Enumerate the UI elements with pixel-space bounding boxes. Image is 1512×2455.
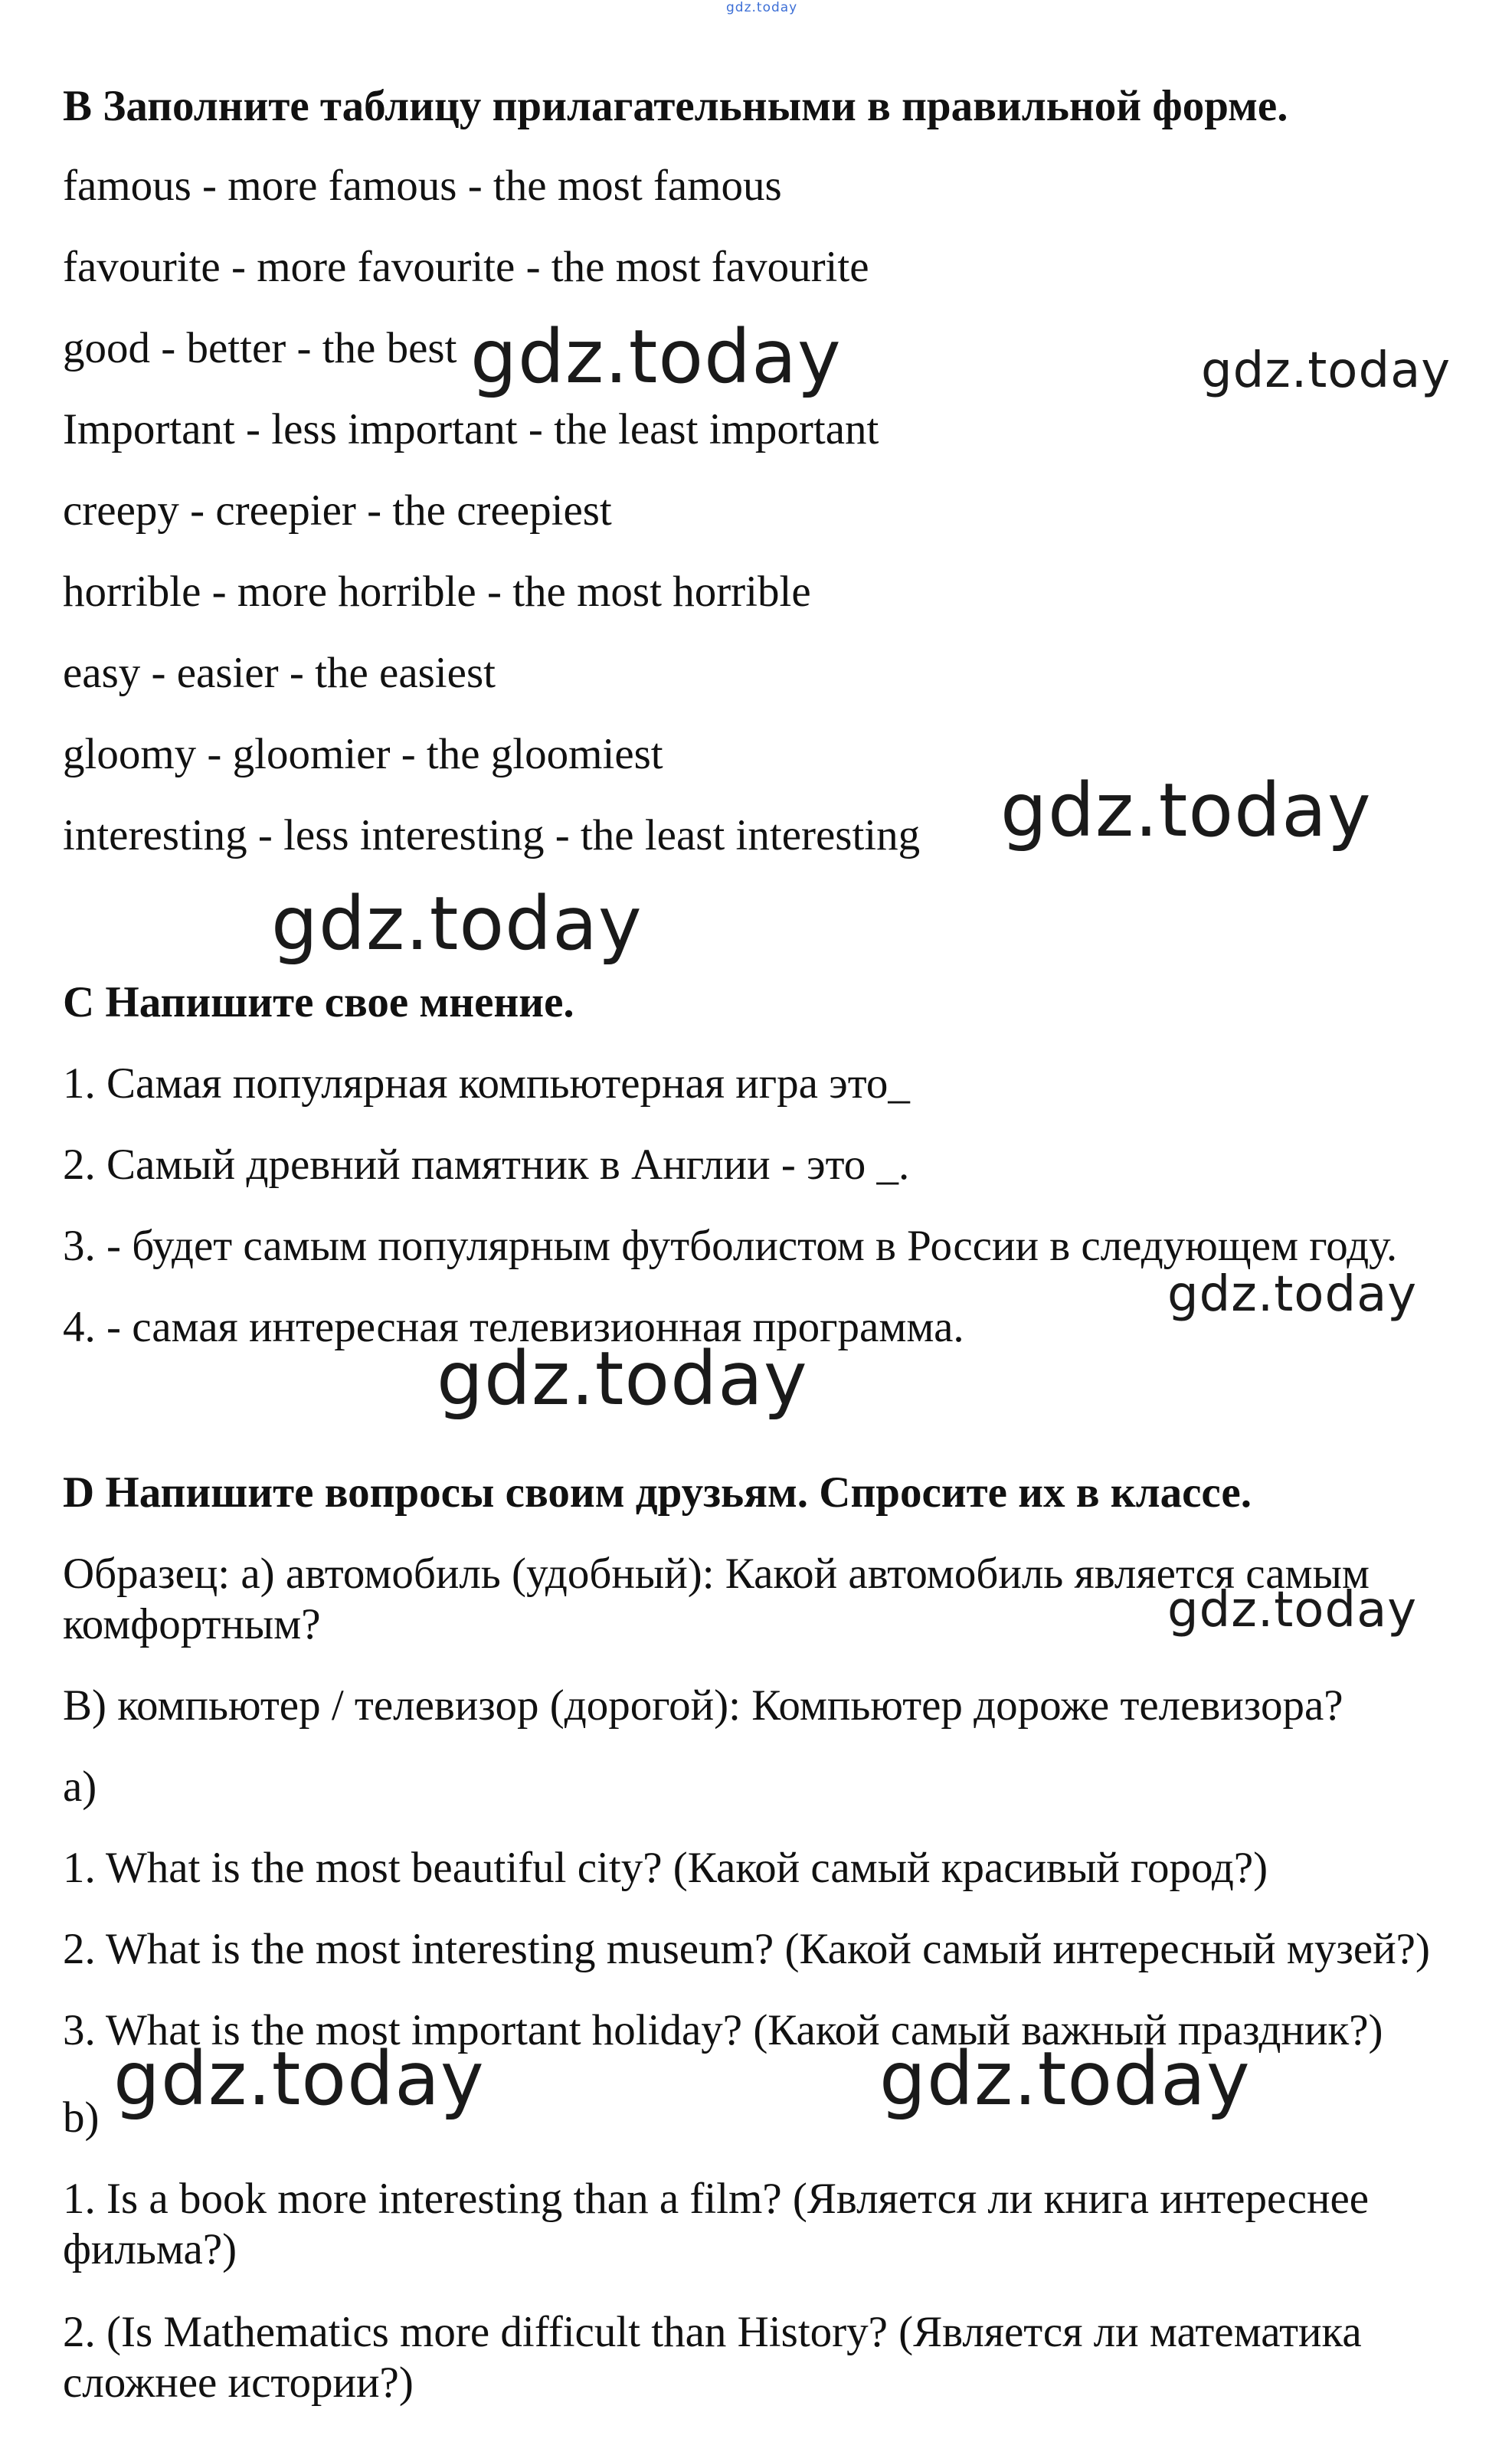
adjective-line: gloomy - gloomier - the gloomiest (63, 730, 663, 778)
example-line: B) компьютер / телевизор (дорогой): Компьютер дороже телевизора? (63, 1681, 1343, 1730)
opinion-line: 2. Самый древний памятник в Англии - это _. (63, 1141, 910, 1189)
example-line: комфортным? (63, 1600, 321, 1648)
opinion-line: 1. Самая популярная компьютерная игра это_ (63, 1059, 910, 1108)
answer-line: сложнее истории?) (63, 2358, 414, 2407)
section-d-heading: D Напишите вопросы своим друзьям. Спросите их в классе. (63, 1468, 1252, 1517)
watermark: gdz.today (113, 2036, 485, 2122)
adjective-line: horrible - more horrible - the most horrible (63, 568, 811, 616)
watermark: gdz.today (437, 1336, 808, 1422)
label-a: a) (63, 1763, 97, 1811)
adjective-line: famous - more famous - the most famous (63, 162, 782, 210)
top-watermark: gdz.today (726, 0, 798, 15)
answer-line: фильма?) (63, 2225, 237, 2273)
answer-line: 2. (Is Mathematics more difficult than History? (Является ли математика (63, 2308, 1362, 2356)
adjective-line: Important - less important - the least important (63, 405, 879, 453)
watermark: gdz.today (271, 881, 643, 967)
answer-line: 1. Is a book more interesting than a film? (Является ли книга интереснее (63, 2175, 1370, 2223)
adjective-line: favourite - more favourite - the most favourite (63, 243, 869, 291)
watermark: gdz.today (1000, 768, 1372, 853)
watermark: gdz.today (1201, 342, 1451, 399)
adjective-line: good - better - the best (63, 324, 457, 372)
adjective-line: interesting - less interesting - the least interesting (63, 811, 921, 859)
watermark: gdz.today (1167, 1582, 1418, 1638)
watermark: gdz.today (879, 2036, 1251, 2122)
label-b: b) (63, 2093, 100, 2142)
adjective-line: creepy - creepier - the creepiest (63, 486, 612, 535)
answer-line: 2. What is the most interesting museum? (Какой самый интересный музей?) (63, 1925, 1430, 1973)
opinion-line: 4. - самая интересная телевизионная программа. (63, 1303, 964, 1351)
section-b-heading: B Заполните таблицу прилагательными в правильной форме. (63, 82, 1288, 130)
answer-line: 3. What is the most important holiday? (Какой самый важный праздник?) (63, 2006, 1383, 2054)
answer-line: 1. What is the most beautiful city? (Какой самый красивый город?) (63, 1844, 1268, 1892)
watermark: gdz.today (470, 314, 842, 400)
opinion-line: 3. - будет самым популярным футболистом в России в следующем году. (63, 1222, 1398, 1270)
adjective-line: easy - easier - the easiest (63, 649, 496, 697)
section-c-heading: C Напишите свое мнение. (63, 978, 574, 1026)
example-line: Образец: а) автомобиль (удобный): Какой автомобиль является самым (63, 1550, 1370, 1598)
watermark: gdz.today (1167, 1266, 1418, 1323)
